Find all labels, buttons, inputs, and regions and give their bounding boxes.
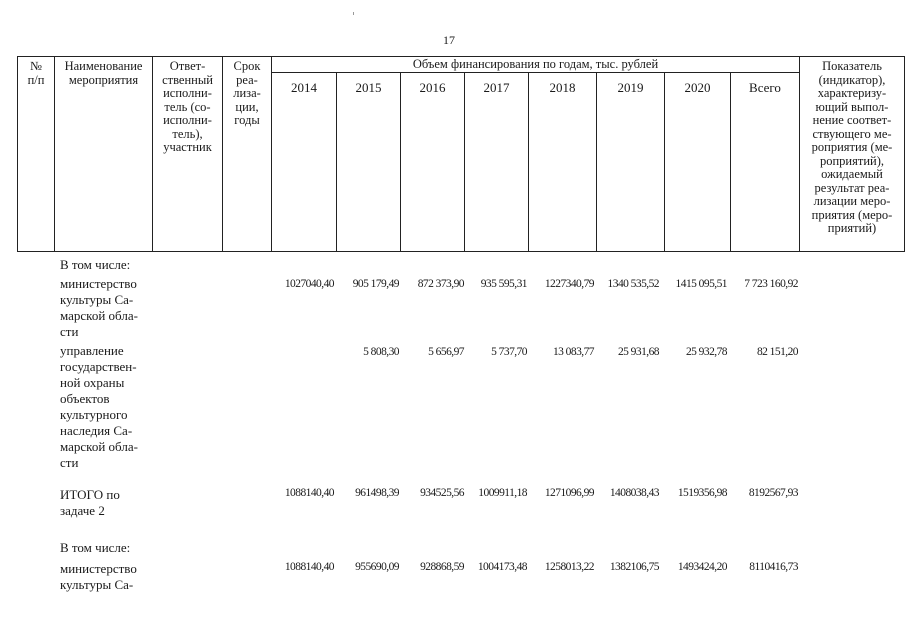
value-2020: 1493424,20 (677, 561, 727, 573)
value-2018: 1258013,22 (544, 561, 594, 573)
row-label: ИТОГО по задаче 2 (60, 487, 120, 518)
year-header: 2016 (419, 80, 446, 95)
year-header: 2015 (355, 80, 382, 95)
header-responsible: Ответ- ственный исполни- тель (со- исполни- тель), участник (162, 59, 213, 154)
col-line (464, 72, 465, 252)
value-total: 7 723 160,92 (744, 278, 798, 290)
col-line (596, 72, 597, 252)
year-header: 2017 (483, 80, 510, 95)
value-2014: 1088140,40 (284, 487, 334, 499)
col-line (730, 72, 731, 252)
header-number: № п/п (27, 59, 45, 87)
header-name: Наименование мероприятия (64, 59, 143, 87)
value-total: 82 151,20 (756, 346, 798, 358)
value-2017: 935 595,31 (480, 278, 527, 290)
row-label: В том числе: (60, 540, 131, 555)
value-2016: 872 373,90 (417, 278, 464, 290)
year-header: 2020 (684, 80, 711, 95)
value-2018: 13 083,77 (552, 346, 594, 358)
year-header: Всего (749, 80, 781, 95)
header-term: Срок реа- лиза- ции, годы (233, 59, 261, 127)
year-header: 2014 (291, 80, 317, 95)
value-2019: 25 931,68 (617, 346, 659, 358)
value-2016: 934525,56 (420, 487, 464, 499)
value-2017: 1009911,18 (478, 487, 527, 499)
value-2016: 5 656,97 (428, 346, 464, 358)
value-2014: 1088140,40 (284, 561, 334, 573)
row-label: министерство культуры Са- (60, 561, 137, 592)
row-label: министерство культуры Са- марской обла- сти (60, 276, 138, 339)
value-2017: 5 737,70 (491, 346, 527, 358)
value-2019: 1382106,75 (609, 561, 659, 573)
table-bottom-line (17, 251, 905, 252)
funding-subheader-line (271, 72, 799, 73)
value-total: 8110416,73 (749, 561, 798, 573)
value-total: 8192567,93 (748, 487, 798, 499)
col-line (336, 72, 337, 252)
row-label: управление государствен- ной охраны объектов культурного наследия Са- марской обла- сти (60, 343, 138, 470)
value-2014: 1027040,40 (284, 278, 334, 290)
value-2018: 1271096,99 (544, 487, 594, 499)
value-2020: 25 932,78 (685, 346, 727, 358)
value-2016: 928868,59 (420, 561, 464, 573)
col-line (400, 72, 401, 252)
value-2020: 1415 095,51 (675, 278, 727, 290)
col-line (664, 72, 665, 252)
page-number: 17 (443, 33, 455, 47)
value-2019: 1340 535,52 (607, 278, 659, 290)
value-2015: 5 808,30 (363, 346, 399, 358)
value-2015: 961498,39 (355, 487, 399, 499)
year-header: 2019 (617, 80, 644, 95)
header-funding-title: Объем финансирования по годам, тыс. рублей (412, 57, 659, 71)
header-indicator: Показатель (индикатор), характеризу- ющий выпол- нение соответ- ствующего ме- роприятия (ме- роприятий), ожидаемый результат реа- лизации меро- приятия (меро- приятий) (811, 59, 893, 235)
row-label: В том числе: (60, 257, 131, 272)
value-2015: 905 179,49 (352, 278, 399, 290)
value-2020: 1519356,98 (677, 487, 727, 499)
col-line (528, 72, 529, 252)
value-2018: 1227340,79 (544, 278, 594, 290)
scan-mark (353, 12, 354, 15)
value-2019: 1408038,43 (609, 487, 659, 499)
value-2015: 955690,09 (355, 561, 399, 573)
year-header: 2018 (549, 80, 576, 95)
value-2017: 1004173,48 (477, 561, 527, 573)
